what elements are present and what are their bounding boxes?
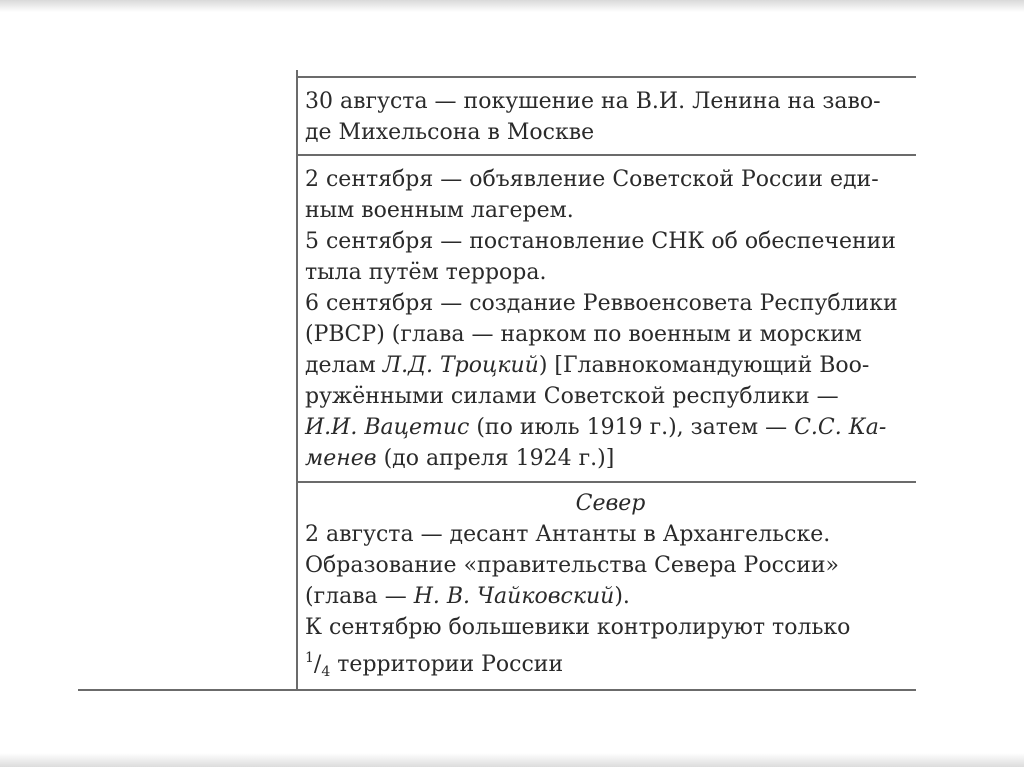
row2-event2-line1: 5 сентября — постановление СНК об обеспечении — [305, 229, 896, 254]
row2-event1-line1: 2 сентября — объявление Советской России еди- — [305, 167, 879, 192]
person-name: И.И. Вацетис — [305, 415, 470, 440]
table-bottom-border — [78, 689, 916, 691]
top-shadow — [0, 0, 1024, 12]
fraction-numerator: 1 — [305, 650, 314, 666]
row3-line3 — [305, 581, 916, 612]
text-fragment: делам — [305, 353, 383, 378]
table-row-2 — [305, 164, 916, 474]
table-row-3 — [305, 488, 916, 688]
person-name: Н. В. Чайковский — [413, 584, 615, 609]
row-divider-top — [296, 76, 916, 78]
row2-event3-line5 — [305, 412, 916, 443]
row1-line1: 30 августа — покушение на В.И. Ленина на заво- — [305, 89, 881, 114]
bottom-shadow — [0, 753, 1024, 767]
row2-event3-line1: 6 сентября — создание Реввоенсовета Республики — [305, 291, 898, 316]
row2-event3-line3 — [305, 350, 916, 381]
row1-line2: де Михельсона в Москве — [305, 120, 595, 145]
text-fragment: ) [Главнокомандующий Воо- — [538, 353, 870, 378]
person-name: Л.Д. Троцкий — [382, 353, 539, 378]
row2-event3-line4: ружёнными силами Советской республики — — [305, 384, 839, 409]
row-divider-1 — [296, 154, 916, 156]
fraction-slash: / — [313, 652, 322, 677]
person-name: С.С. Ка- — [794, 415, 887, 440]
row-divider-2 — [296, 481, 916, 483]
fraction — [305, 650, 331, 680]
heading-text: Север — [575, 491, 646, 516]
row3-line5 — [305, 643, 916, 688]
row2-event3-line6 — [305, 443, 916, 474]
row2-event3-line2: (РВСР) (глава — нарком по военным и морским — [305, 322, 862, 347]
text-fragment: (глава — — [305, 584, 414, 609]
table-column-divider — [296, 70, 298, 690]
row2-event2-line2: тыла путём террора. — [305, 260, 547, 285]
row3-line1: 2 августа — десант Антанты в Архангельске. — [305, 522, 831, 547]
text-fragment: территории России — [330, 652, 564, 677]
text-fragment: (до апреля 1924 г.)] — [376, 446, 615, 471]
table-row-1 — [305, 86, 916, 148]
region-heading — [305, 488, 916, 519]
row3-line4: К сентябрю большевики контролируют только — [305, 615, 851, 640]
text-fragment: (по июль 1919 г.), затем — — [469, 415, 795, 440]
fraction-denominator: 4 — [321, 664, 331, 680]
text-fragment: ). — [614, 584, 630, 609]
row3-line2: Образование «правительства Севера России» — [305, 553, 839, 578]
person-name: менев — [305, 446, 377, 471]
row2-event1-line2: ным военным лагерем. — [305, 198, 574, 223]
